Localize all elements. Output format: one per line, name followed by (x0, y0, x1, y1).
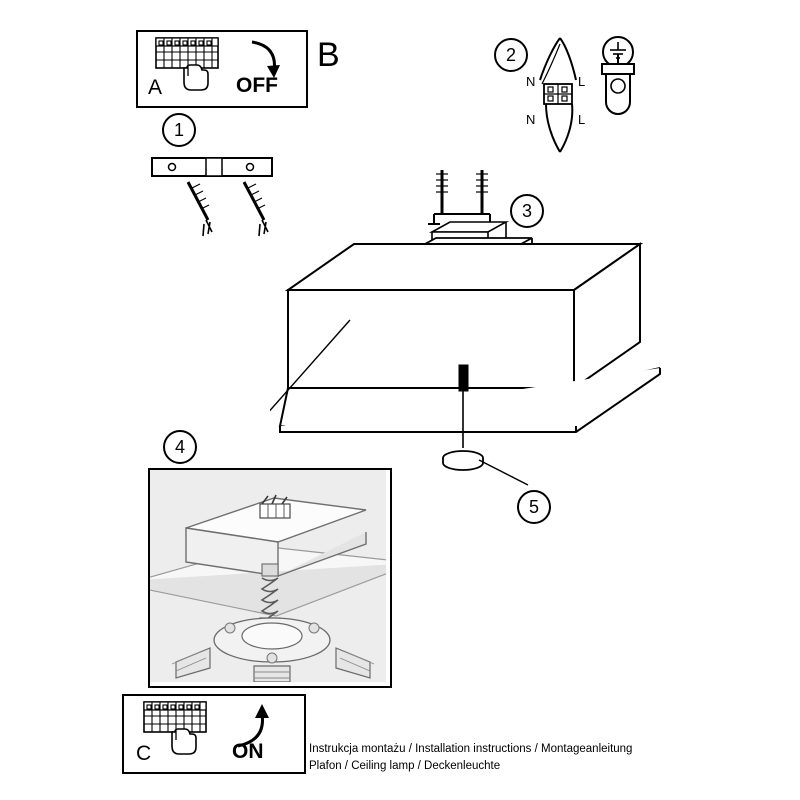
step-a-letter: A (148, 76, 163, 99)
section-label-b: B (317, 36, 340, 74)
footer-line-2: Plafon / Ceiling lamp / Deckenleuchte (309, 760, 501, 772)
ceiling-lamp-drawing (270, 160, 700, 490)
step-5-marker (517, 490, 551, 524)
footer-line-1: Instrukcja montażu / Installation instructions / Montageanleitung (309, 743, 633, 755)
svg-text:L: L (578, 112, 586, 127)
switch-off-label: OFF (236, 74, 278, 97)
step-2-number: 2 (505, 44, 516, 65)
switch-on-label: ON (232, 740, 264, 763)
step-1-number: 1 (173, 119, 184, 140)
svg-text:L: L (578, 74, 586, 89)
svg-text:N: N (526, 112, 536, 127)
wiring-illustration (516, 28, 646, 168)
step-c-letter: C (136, 742, 152, 765)
step-5-number: 5 (528, 496, 539, 517)
step-1-marker (162, 113, 196, 147)
step-4-number: 4 (174, 436, 185, 457)
svg-text:N: N (526, 74, 536, 89)
switch-on-illustration (126, 696, 300, 768)
step-3-number: 3 (521, 200, 532, 221)
step-4-marker (163, 430, 197, 464)
inner-assembly-photo (150, 470, 386, 682)
